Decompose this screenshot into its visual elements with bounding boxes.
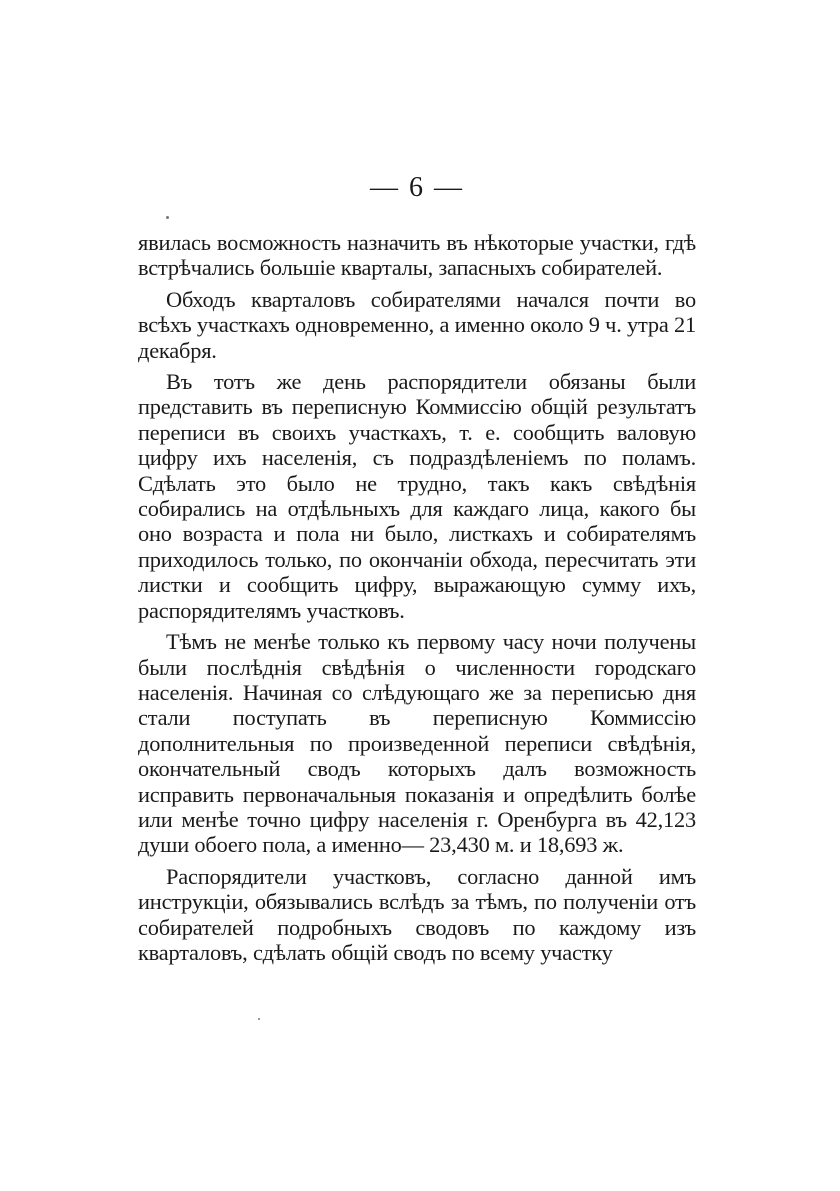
paragraph-continued: явилась восможность назначить въ нѣкоторые участки, гдѣ встрѣчались большіе кварталы, запасныхъ собирателей. xyxy=(138,230,696,281)
paragraph-survey-start: Обходъ кварталовъ собирателями начался почти во всѣхъ участкахъ одновременно, а именно около 9 ч. утра 21 декабря. xyxy=(138,286,696,363)
book-page xyxy=(138,168,696,1168)
print-speck xyxy=(166,216,169,219)
paragraph-final-count: Тѣмъ не менѣе только къ первому часу ночи получены были послѣднія свѣдѣнія о численности городскаго населенія. Начиная со слѣдующаго же за переписью дня стали поступать въ переписную Коммиссію дополнительныя по произведенной переписи свѣдѣнія, окончательный сводъ которыхъ далъ возможность исправить первоначальныя показанія и опредѣлить болѣе или менѣе точно цифру населенія г. Оренбурга въ 42,123 души обоего пола, а именно— 23,430 м. и 18,693 ж. xyxy=(138,629,696,858)
print-speck xyxy=(258,1018,260,1020)
body-text xyxy=(138,230,696,965)
paragraph-results-report: Въ тотъ же день распорядители обязаны были представить въ переписную Коммиссію общій результатъ переписи въ своихъ участкахъ, т. е. сообщить валовую цифру ихъ населенія, съ подраздѣленіемъ по поламъ. Сдѣлать это было не трудно, такъ какъ свѣдѣнія собирались на отдѣльныхъ для каждаго лица, какого бы оно возраста и пола ни было, листкахъ и собирателямъ приходилось только, по окончаніи обхода, пересчитать эти листки и сообщить цифру, выражающую сумму ихъ, распорядителямъ участковъ. xyxy=(138,369,696,623)
page-number: — 6 — xyxy=(370,172,464,203)
paragraph-district-summary: Распорядители участковъ, согласно данной имъ инструкціи, обязывались вслѣдъ за тѣмъ, по полученіи отъ собирателей подробныхъ сводовъ по каждому изъ кварталовъ, сдѣлать общій сводъ по всему участку xyxy=(138,863,696,965)
